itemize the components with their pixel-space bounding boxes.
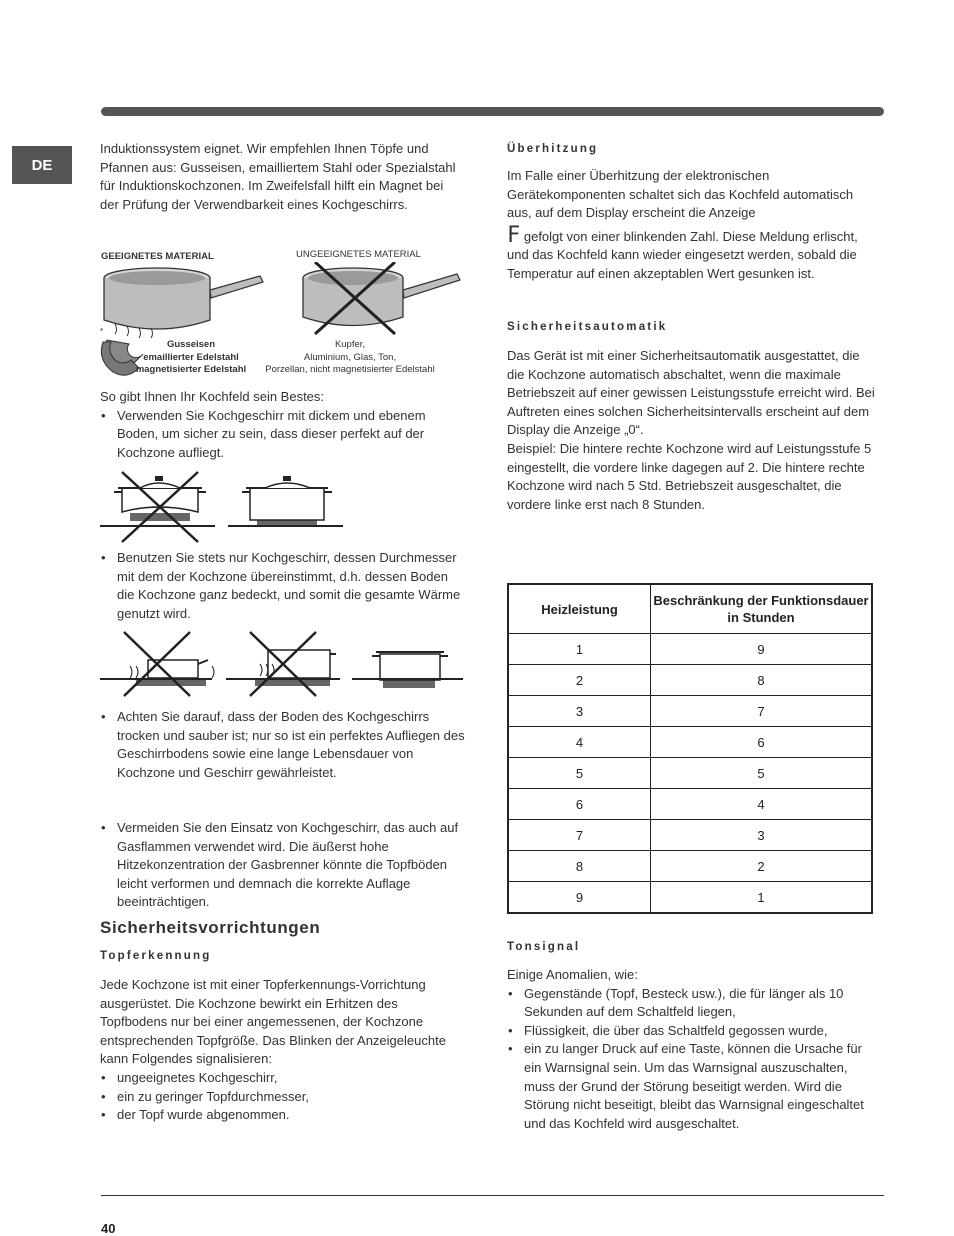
- suitable-caption: [132, 339, 250, 377]
- topferkennung-text: Jede Kochzone ist mit einer Topferkennungs-Vorrichtung ausgerüstet. Die Kochzone bewirkt ein Erhitzen des Topfbodens nur bei einer angemessenen, der Kochzone entsprechenden Topfgröße. Das Blinken der Anzeigeleuchte kann Folgendes signalisieren:: [100, 977, 446, 1067]
- unsuitable-caption: [255, 339, 445, 377]
- table-cell: 4: [651, 789, 873, 820]
- table-cell: 7: [651, 696, 873, 727]
- bullet-item: • Verwenden Sie Kochgeschirr mit dickem und ebenem Boden, um sicher zu sein, dass dieser perfekt auf der Kochzone aufliegt.: [100, 407, 465, 463]
- page-number: 40: [101, 1221, 116, 1236]
- caption-line: Porzellan, nicht magnetisierter Edelstahl: [265, 364, 435, 375]
- caption-line: magnetisierter Edelstahl: [135, 364, 247, 375]
- table-cell: 6: [651, 727, 873, 758]
- table-cell: 3: [508, 696, 651, 727]
- caption-line: emaillierter Edelstahl: [143, 351, 239, 363]
- table-cell: 8: [508, 851, 651, 882]
- table-row: [508, 665, 872, 696]
- display-f-symbol: F: [507, 222, 521, 248]
- ueberhitzung-text-2-wrap: [507, 222, 875, 284]
- topferkennung-list: [100, 1069, 465, 1125]
- table-header-row: [508, 584, 872, 634]
- table-row: [508, 789, 872, 820]
- bullet-block-3: [100, 708, 465, 782]
- tonsignal-intro: Einige Anomalien, wie:: [507, 967, 638, 982]
- ueberhitzung-text-2: gefolgt von einer blinkenden Zahl. Diese Meldung erlischt, und das Kochfeld kann wieder eingesetzt werden, sobald die Temperatur auf einen akzeptablen Wert gesunken ist.: [507, 228, 858, 281]
- table-cell: 6: [508, 789, 651, 820]
- unsuitable-material-title: UNGEEIGNETES MATERIAL: [296, 249, 421, 260]
- bullet-item: • ungeeignetes Kochgeschirr,: [100, 1069, 465, 1088]
- table-row: [508, 696, 872, 727]
- medium-pot-crossed: [226, 632, 340, 696]
- footer-rule: [101, 1195, 884, 1196]
- tonsignal-list: [507, 985, 875, 1134]
- sicherheitsautomatik-block: [507, 347, 875, 514]
- ueberhitzung-heading: Überhitzung: [507, 143, 599, 155]
- table-header-cell: Beschränkung der Funktionsdauer in Stunden: [651, 584, 873, 634]
- table-cell: 2: [508, 665, 651, 696]
- table-cell: 9: [508, 882, 651, 914]
- bullet-item: • Gegenstände (Topf, Besteck usw.), die für länger als 10 Sekunden auf dem Schaltfeld liegen,: [507, 985, 875, 1022]
- table-cell: 9: [651, 634, 873, 665]
- pot-size-figure: [100, 630, 465, 702]
- tonsignal-block: [507, 966, 875, 1133]
- topferkennung-block: [100, 976, 465, 1125]
- ueberhitzung-text-1: Im Falle einer Überhitzung der elektronischen Gerätekomponenten schaltet sich das Kochfeld automatisch aus, auf dem Display erscheint die Anzeige: [507, 168, 854, 221]
- table-row: [508, 634, 872, 665]
- bullet-item: • ein zu geringer Topfdurchmesser,: [100, 1088, 465, 1107]
- table-row: [508, 851, 872, 882]
- svg-text:*: *: [100, 327, 104, 336]
- intro-paragraph: Induktionssystem eignet. Wir empfehlen Ihnen Töpfe und Pfannen aus: Gusseisen, emailliertem Stahl oder Spezialstahl für Induktionskochzonen. Im Zweifelsfall hilft ein Magnet bei der Prüfung der Verwendbarkeit eines Kochgeschirrs.: [100, 141, 456, 212]
- bullet-item: • Vermeiden Sie den Einsatz von Kochgeschirr, das auch auf Gasflammen verwendet wird. Die äußerst hohe Hitzekonzentration der Gasbrenner könnte die Topfböden leicht verformen und demnach die korrekte Auflage beeinträchtigen.: [100, 819, 465, 912]
- heizleistung-table: [507, 583, 873, 914]
- best-usage-block: [100, 388, 465, 462]
- flat-bottom-figure: [100, 470, 350, 546]
- left-column: [100, 140, 465, 214]
- ueberhitzung-block: [507, 167, 875, 284]
- table-cell: 2: [651, 851, 873, 882]
- table-row: [508, 727, 872, 758]
- bullet-item: • der Topf wurde abgenommen.: [100, 1106, 465, 1125]
- caption-line: Kupfer,: [334, 339, 366, 350]
- table-cell: 5: [508, 758, 651, 789]
- bullet-list-4: [100, 819, 465, 912]
- table-header-cell: Heizleistung: [508, 584, 651, 634]
- tonsignal-heading: Tonsignal: [507, 941, 581, 953]
- table-row: [508, 882, 872, 914]
- bullet-block-4: [100, 819, 465, 912]
- section-title: Sicherheitsvorrichtungen: [100, 918, 321, 937]
- language-tab: DE: [12, 146, 72, 184]
- small-pot-crossed: [100, 632, 214, 696]
- table-row: [508, 758, 872, 789]
- table-cell: 8: [651, 665, 873, 696]
- table-row: [508, 820, 872, 851]
- suitable-material-title: GEEIGNETES MATERIAL: [101, 251, 214, 262]
- bullet-item: • Achten Sie darauf, dass der Boden des Kochgeschirrs trocken und sauber ist; nur so ist ein perfektes Aufliegen des Geschirrbodens sowie eine lange Lebensdauer von Kochzone und Geschirr gewährleistet.: [100, 708, 465, 782]
- table-cell: 7: [508, 820, 651, 851]
- caption-line: Gusseisen: [166, 339, 216, 350]
- bullet-item: • Benutzen Sie stets nur Kochgeschirr, dessen Durchmesser mit dem der Kochzone übereinstimmt, d.h. dessen Boden die Kochzone ganz bedeckt, und somit die gesamte Wärme genutzt wird.: [100, 549, 465, 623]
- top-rule: [101, 107, 884, 116]
- flat-pot-correct: [228, 476, 343, 526]
- matching-pot-correct: [352, 652, 463, 688]
- table-cell: 1: [651, 882, 873, 914]
- best-intro: So gibt Ihnen Ihr Kochfeld sein Bestes:: [100, 389, 325, 404]
- unsuitable-pot-illustration: [303, 262, 460, 334]
- table-cell: 5: [651, 758, 873, 789]
- table-cell: 1: [508, 634, 651, 665]
- bullet-list-3: [100, 708, 465, 782]
- bullet-item: • Flüssigkeit, die über das Schaltfeld gegossen wurde,: [507, 1022, 875, 1041]
- sicherheitsautomatik-text: Das Gerät ist mit einer Sicherheitsautomatik ausgestattet, die die Kochzone automatisch abschaltet, wenn die maximale Betriebszeit auf einer gewissen Leistungsstufe erreicht wird. Bei Auftreten eines solchen Sicherheitsintervalls erscheint auf dem Display die Anzeige „0“.: [507, 348, 875, 438]
- sicherheitsautomatik-heading: Sicherheitsautomatik: [507, 321, 668, 333]
- caption-line: Aluminium, Glas, Ton,: [303, 351, 397, 363]
- bullet-list-2: [100, 549, 465, 623]
- table-cell: 4: [508, 727, 651, 758]
- sicherheitsautomatik-example: Beispiel: Die hintere rechte Kochzone wird auf Leistungsstufe 5 eingestellt, die vordere linke dagegen auf 2. Die hintere rechte Kochzone wird nach 5 Std. Betriebszeit ausgeschaltet, die vordere linke erst nach 8 Stunden.: [507, 440, 872, 512]
- bullet-list-1: [100, 407, 465, 463]
- bullet-block-2: [100, 549, 465, 623]
- warped-pot-crossed: [100, 472, 215, 542]
- table-cell: 3: [651, 820, 873, 851]
- bullet-item: • ein zu langer Druck auf eine Taste, können die Ursache für ein Warnsignal sein. Um das Warnsignal auszuschalten, muss der Grund der Störung beseitigt werden. Wird die Störung nicht beseitigt, bleibt das Warnsignal eingeschaltet und das Kochfeld wird ausgeschaltet.: [507, 1040, 875, 1133]
- topferkennung-heading: Topferkennung: [100, 950, 212, 962]
